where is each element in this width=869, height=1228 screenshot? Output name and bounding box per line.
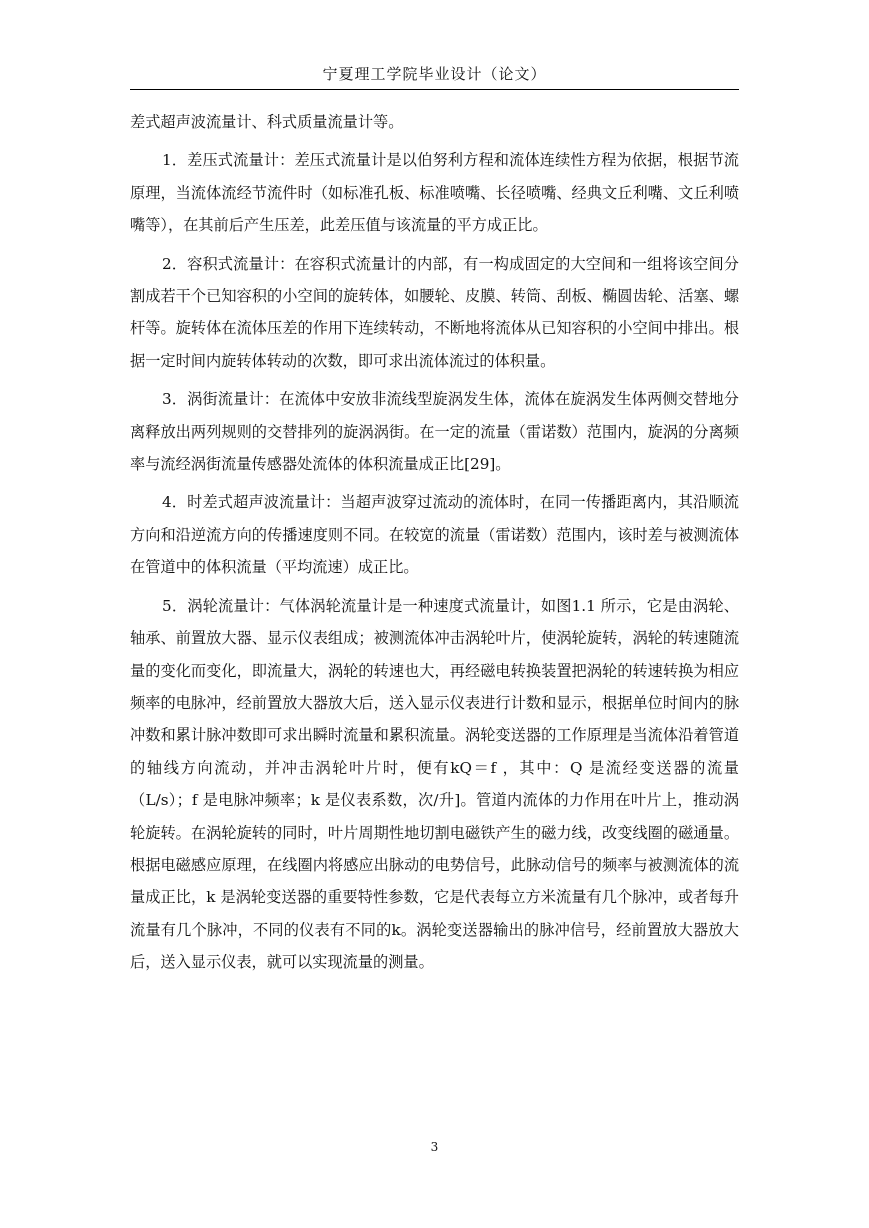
paragraph-vortex-flowmeter: 3．涡街流量计：在流体中安放非流线型旋涡发生体，流体在旋涡发生体两侧交替地分离释放出两列规则的交替排列的旋涡涡街。在一定的流量（雷诺数）范围内，旋涡的分离频率与流经涡街流量传感器处流体的体积流量成正比[29]。 [130, 390, 739, 474]
document-body [130, 106, 739, 985]
paragraph-differential-pressure-flowmeter: 1．差压式流量计：差压式流量计是以伯努利方程和流体连续性方程为依据，根据节流原理，当流体流经节流件时（如标准孔板、标准喷嘴、长径喷嘴、经典文丘利嘴、文丘利喷嘴等），在其前后产生压差，此差压值与该流量的平方成正比。 [130, 151, 739, 235]
paragraph-positive-displacement-flowmeter: 2．容积式流量计：在容积式流量计的内部，有一构成固定的大空间和一组将该空间分割成若干个已知容积的小空间的旋转体，如腰轮、皮膜、转筒、刮板、椭圆齿轮、活塞、螺杆等。旋转体在流体压差的作用下连续转动，不断地将流体从已知容积的小空间中排出。根据一定时间内旋转体转动的次数，即可求出流体流过的体积量。 [130, 254, 739, 370]
page-number: 3 [430, 1140, 439, 1154]
header-rule [130, 89, 739, 90]
paragraph-turbine-flowmeter: 5．涡轮流量计：气体涡轮流量计是一种速度式流量计，如图1.1 所示，它是由涡轮、轴承、前置放大器、显示仪表组成；被测流体冲击涡轮叶片，使涡轮旋转，涡轮的转速随流量的变化而变化，即流量大，涡轮的转速也大，再经磁电转换装置把涡轮的转速转换为相应频率的电脉冲，经前置放大器放大后，送入显示仪表进行计数和显示，根据单位时间内的脉冲数和累计脉冲数即可求出瞬时流量和累积流量。涡轮变送器的工作原理是当流体沿着管道的轴线方向流动，并冲击涡轮叶片时，便有kQ＝f ，其中：Q 是流经变送器的流量（L/s）；f 是电脉冲频率；k 是仪表系数，次/升]。管道内流体的力作用在叶片上，推动涡轮旋转。在涡轮旋转的同时，叶片周期性地切割电磁铁产生的磁力线，改变线圈的磁通量。根据电磁感应原理，在线圈内将感应出脉动的电势信号，此脉动信号的频率与被测流体的流量成正比，k 是涡轮变送器的重要特性参数，它是代表每立方米流量有几个脉冲，或者每升流量有几个脉冲，不同的仪表有不同的k。涡轮变送器输出的脉冲信号，经前置放大器放大后，送入显示仪表，就可以实现流量的测量。 [130, 596, 739, 972]
paragraph-ultrasonic-flowmeter: 4．时差式超声波流量计：当超声波穿过流动的流体时，在同一传播距离内，其沿顺流方向和沿逆流方向的传播速度则不同。在较宽的流量（雷诺数）范围内，该时差与被测流体在管道中的体积流量（平均流速）成正比。 [130, 493, 739, 577]
page-header-title: 宁夏理工学院毕业设计（论文） [322, 65, 547, 83]
paragraph-continuation: 差式超声波流量计、科式质量流量计等。 [130, 113, 404, 131]
